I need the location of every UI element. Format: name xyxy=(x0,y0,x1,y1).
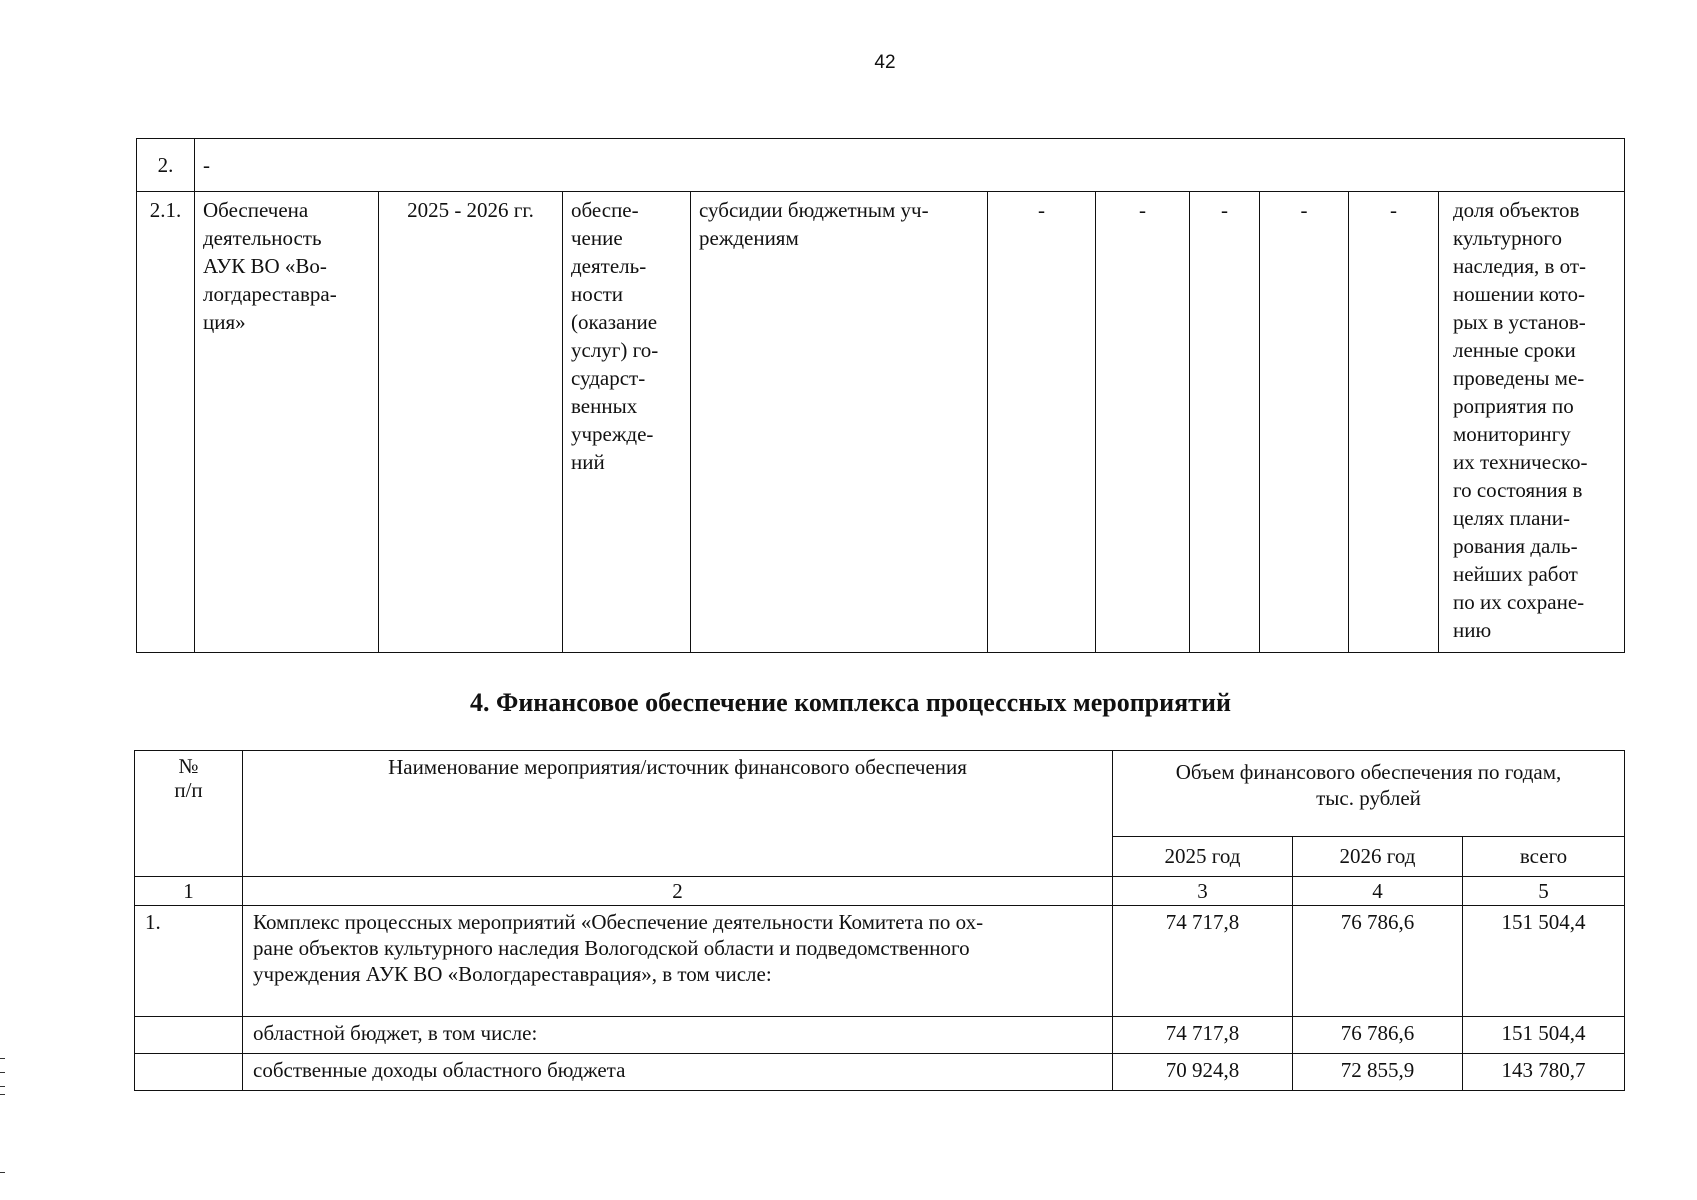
column-number: 3 xyxy=(1113,877,1293,906)
section-title: 4. Финансовое обеспечение комплекса процессных мероприятий xyxy=(470,688,1231,717)
header-num-line: № xyxy=(178,754,199,778)
indicator-line: по их сохране- xyxy=(1453,590,1585,614)
header-volume-line: тыс. рублей xyxy=(1316,786,1421,810)
item-subtype xyxy=(691,192,988,653)
page-number: 42 xyxy=(874,52,896,73)
column-number: 5 xyxy=(1463,877,1625,906)
result-line: логдареставра- xyxy=(203,282,337,306)
row-number xyxy=(135,1054,243,1091)
header-volume-line: Объем финансового обеспечения по годам, xyxy=(1175,760,1562,784)
item-type xyxy=(563,192,691,653)
column-number: 2 xyxy=(243,877,1113,906)
row-name-line: областной бюджет, в том числе: xyxy=(253,1021,538,1045)
indicator-line: го состояния в xyxy=(1453,478,1583,502)
header-name: Наименование мероприятия/источник финансового обеспечения xyxy=(243,751,1113,877)
type-line: сударст- xyxy=(571,366,646,390)
header-row xyxy=(135,751,1625,837)
row-2025: 70 924,8 xyxy=(1113,1054,1293,1091)
item-period: 2025 - 2026 гг. xyxy=(379,192,563,653)
indicator-line: ленные сроки xyxy=(1453,338,1576,362)
item-value: - xyxy=(1349,192,1439,653)
scan-edge-mark xyxy=(0,1172,5,1173)
indicator-line: роприятия по xyxy=(1453,394,1574,418)
scan-edge-mark xyxy=(0,1086,5,1087)
row-total: 143 780,7 xyxy=(1463,1054,1625,1091)
section-row xyxy=(137,139,1625,192)
indicator-line: культурного xyxy=(1453,226,1562,250)
row-2026: 76 786,6 xyxy=(1293,906,1463,1017)
item-value: - xyxy=(1260,192,1349,653)
scan-edge-mark xyxy=(0,1058,5,1059)
item-row xyxy=(137,192,1625,653)
indicator-line: ношении кото- xyxy=(1453,282,1585,306)
row-total: 151 504,4 xyxy=(1463,1017,1625,1054)
indicator-line: нию xyxy=(1453,618,1492,642)
scan-edge-mark xyxy=(0,1072,5,1073)
result-line: АУК ВО «Во- xyxy=(203,254,327,278)
subtype-line: субсидии бюджетным уч- xyxy=(699,198,929,222)
subtype-line: реждениям xyxy=(699,226,799,250)
row-2025: 74 717,8 xyxy=(1113,906,1293,1017)
section-text: - xyxy=(195,139,1625,192)
activities-table xyxy=(136,138,1625,653)
row-2025: 74 717,8 xyxy=(1113,1017,1293,1054)
indicator-line: наследия, в от- xyxy=(1453,254,1587,278)
column-number: 1 xyxy=(135,877,243,906)
header-total: всего xyxy=(1463,837,1625,877)
type-line: венных xyxy=(571,394,638,418)
column-number: 4 xyxy=(1293,877,1463,906)
section-number: 2. xyxy=(137,139,195,192)
header-year-2026: 2026 год xyxy=(1293,837,1463,877)
row-name-line: учреждения АУК ВО «Вологдареставрация», в том числе: xyxy=(253,962,772,986)
result-line: ция» xyxy=(203,310,246,334)
item-value: - xyxy=(1190,192,1260,653)
row-name xyxy=(243,1054,1113,1091)
type-line: услуг) го- xyxy=(571,338,659,362)
row-2026: 72 855,9 xyxy=(1293,1054,1463,1091)
row-name-line: Комплекс процессных мероприятий «Обеспечение деятельности Комитета по ох- xyxy=(253,910,984,934)
row-number: 1. xyxy=(135,906,243,1017)
indicator-line: целях плани- xyxy=(1453,506,1570,530)
row-total: 151 504,4 xyxy=(1463,906,1625,1017)
type-line: деятель- xyxy=(571,254,647,278)
row-name-line: ране объектов культурного наследия Вологодской области и подведомственного xyxy=(253,936,970,960)
indicator-line: рых в установ- xyxy=(1453,310,1586,334)
type-line: ний xyxy=(571,450,605,474)
indicator-line: мониторингу xyxy=(1453,422,1571,446)
scan-edge-mark xyxy=(0,1094,5,1095)
row-2026: 76 786,6 xyxy=(1293,1017,1463,1054)
financing-table xyxy=(134,750,1625,1091)
table-row xyxy=(135,1017,1625,1054)
indicator-line: доля объектов xyxy=(1453,198,1580,222)
item-result xyxy=(195,192,379,653)
type-line: чение xyxy=(571,226,623,250)
item-value: - xyxy=(1096,192,1190,653)
table-row xyxy=(135,1054,1625,1091)
row-name-line: собственные доходы областного бюджета xyxy=(253,1058,626,1082)
indicator-line: их техническо- xyxy=(1453,450,1588,474)
header-volume xyxy=(1113,751,1625,837)
row-name xyxy=(243,1017,1113,1054)
row-name xyxy=(243,906,1113,1017)
header-year-2025: 2025 год xyxy=(1113,837,1293,877)
header-num xyxy=(135,751,243,877)
item-number: 2.1. xyxy=(137,192,195,653)
type-line: (оказание xyxy=(571,310,658,334)
table-row xyxy=(135,906,1625,1017)
result-line: Обеспечена xyxy=(203,198,309,222)
row-number xyxy=(135,1017,243,1054)
indicator-line: нейших работ xyxy=(1453,562,1578,586)
result-line: деятельность xyxy=(203,226,322,250)
header-num-line: п/п xyxy=(174,778,203,802)
indicator-line: рования даль- xyxy=(1453,534,1578,558)
indicator-line: проведены ме- xyxy=(1453,366,1585,390)
item-value: - xyxy=(988,192,1096,653)
type-line: ности xyxy=(571,282,623,306)
type-line: учрежде- xyxy=(571,422,654,446)
type-line: обеспе- xyxy=(571,198,639,222)
item-indicator xyxy=(1439,192,1625,653)
column-numbers-row xyxy=(135,877,1625,906)
